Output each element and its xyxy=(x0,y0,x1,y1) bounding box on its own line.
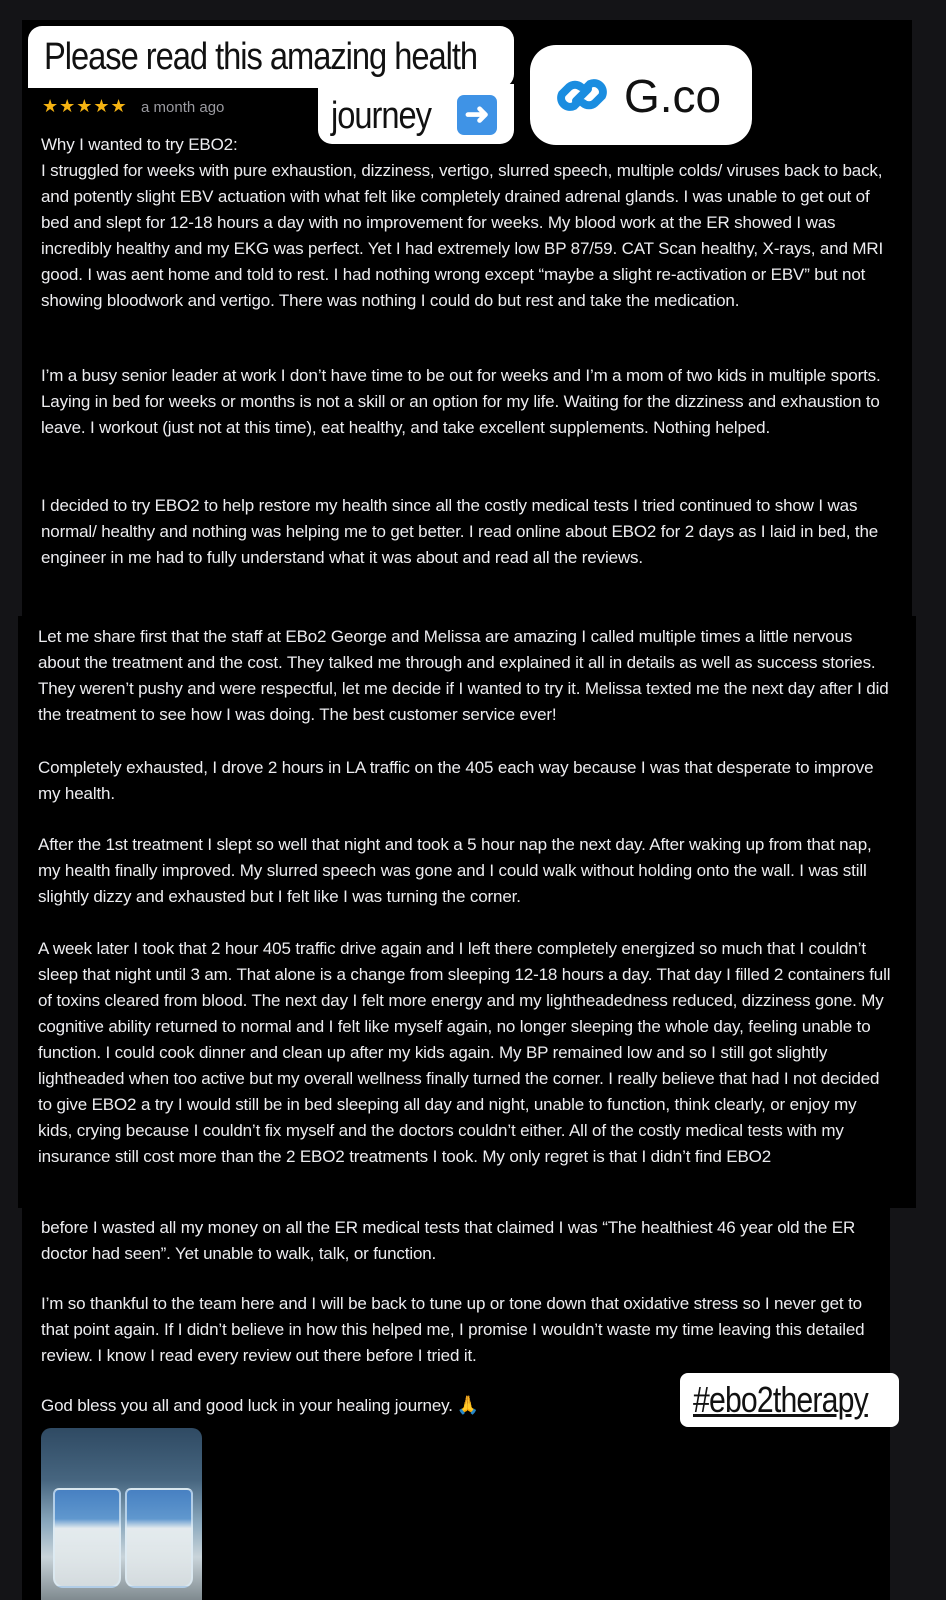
review-paragraph-first-treatment: After the 1st treatment I slept so well that night and took a 5 hour nap the next day. After waking up from that nap, my health finally improved. My slurred speech was gone and I could walk without holding onto the wall. I was still slightly dizzy and exhausted but I felt like I was turning the corner. xyxy=(38,835,872,906)
review-paragraph-drive: Completely exhausted, I drove 2 hours in LA traffic on the 405 each way because I was that desperate to improve my health. xyxy=(38,758,874,803)
review-paragraph-thankful: I’m so thankful to the team here and I will be back to tune up or tone down that oxidative stress so I never get to that point again. If I didn’t believe in how this helped me, I promise I wouldn’t waste my time leaving this detailed review. I know I read every review out there before I tried it. xyxy=(41,1294,865,1365)
review-time-ago: a month ago xyxy=(141,99,225,116)
review-paragraph-week-later: A week later I took that 2 hour 405 traffic drive again and I left there completely energized so much that I couldn’t sleep that night until 3 am. That alone is a change from sleeping 12-18 hours a day. That day I filled 2 containers full of toxins cleared from blood. The next day I felt more energy and my lightheadedness reduced, dizziness gone. My cognitive ability returned to normal and I felt like myself again, no longer sleeping the whole day, feeling unable to function. I could cook dinner and clean up after my kids again. My BP remained low and so I still got slightly lightheaded when too active but my overall wellness finally turned the corner. I really believe that had I not decided to give EBO2 a try I would still be in bed sleeping all day and night, unable to function, think clearly, or enjoy my kids, crying because I couldn’t fix myself and the doctors couldn’t either. All of the costly medical tests with my insurance still cost more than the 2 EBO2 treatments I took. My only regret is that I didn’t find EBO2 xyxy=(38,939,891,1166)
rating-stars: ★★★★★ xyxy=(42,96,128,116)
folded-hands-icon: 🙏 xyxy=(456,1395,480,1415)
review-paragraph-busy-leader: I’m a busy senior leader at work I don’t have time to be out for weeks and I’m a mom of two kids in multiple sports. Laying in bed for weeks or months is not a skill or an option for my life. Waiting for the dizziness and exhaustion to leave. I workout (just not at this time), eat healthy, and take excellent supplements. Nothing helped. xyxy=(41,366,881,437)
review-paragraph-decided: I decided to try EBO2 to help restore my health since all the costly medical tests I tried continued to show I was normal/ healthy and nothing was helping me to get better. I read online about EBO2 for 2 days as I laid in bed, the engineer in me had to fully understand what it was about and read all the reviews. xyxy=(41,496,879,567)
review-paragraph-staff: Let me share first that the staff at EBo2 George and Melissa are amazing I called multiple times a little nervous about the treatment and the cost. They talked me through and explained it all in details as well as success stories. They weren’t pushy and were respectful, let me decide if I wanted to try it. Melissa texted me the next day after I did the treatment to see how I was doing. The best customer service ever! xyxy=(38,627,889,724)
god-bless-text: God bless you all and good luck in your healing journey. xyxy=(41,1396,453,1415)
right-arrow-icon: ➜ xyxy=(457,95,497,135)
link-sticker-text[interactable]: G.co xyxy=(624,70,722,122)
hashtag-text[interactable]: #ebo2therapy xyxy=(693,1379,868,1420)
review-paragraph-god-bless xyxy=(41,1392,681,1419)
title-sticker-text-2: journey xyxy=(331,95,431,137)
link-icon xyxy=(552,65,612,125)
container-left xyxy=(53,1488,121,1588)
review-paragraph-wasted-money: before I wasted all my money on all the ER medical tests that claimed I was “The healthiest 46 year old the ER doctor had seen”. Yet unable to walk, talk, or function. xyxy=(41,1218,856,1263)
review-paragraph-why: Why I wanted to try EBO2: I struggled for weeks with pure exhaustion, dizziness, vertigo, slurred speech, multiple colds/ viruses back to back, and potently slight EBV actuation with what felt like completely drained adrenal glands. I was unable to get out of bed and slept for 12-18 hours a day with no improvement for weeks. My blood work at the ER showed I was incredibly healthy and my EKG was perfect. Yet I had extremely low BP 87/59. CAT Scan healthy, X-rays, and MRI good. I was aent home and told to rest. I had nothing wrong except “maybe a slight re-activation or EBV” but not showing bloodwork and vertigo. There was nothing I could do but rest and take the medication. xyxy=(41,135,884,310)
title-sticker-text-1: Please read this amazing health xyxy=(44,36,478,78)
review-photo-thumbnail[interactable] xyxy=(41,1428,202,1600)
container-right xyxy=(125,1488,193,1588)
